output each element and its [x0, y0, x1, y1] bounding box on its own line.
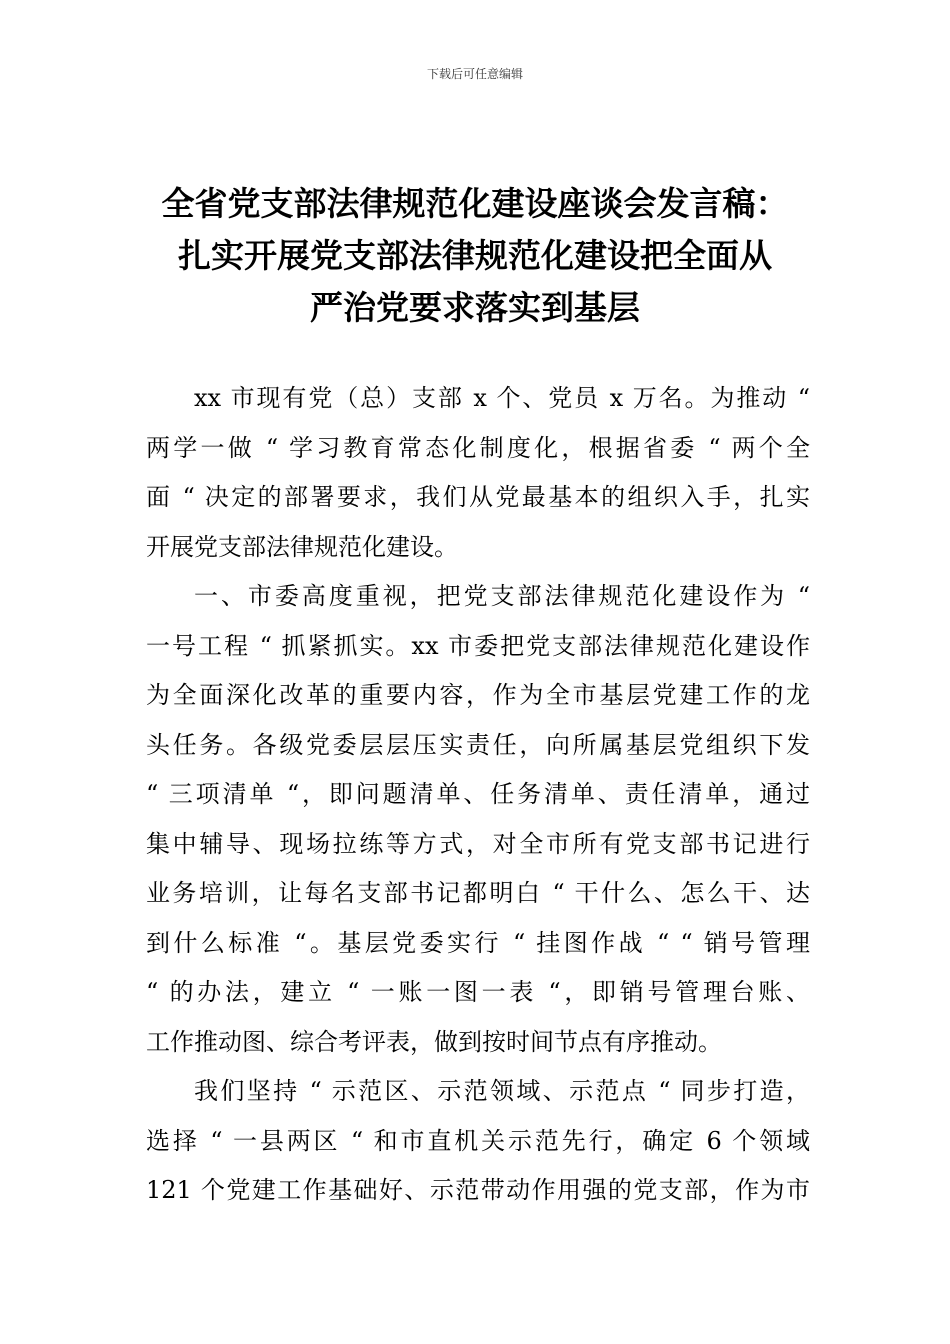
- text-line: 我们坚持 “ 示范区、示范领域、示范点 “ 同步打造，: [194, 1077, 810, 1105]
- text-line: 121 个党建工作基础好、示范带动作用强的党支部，作为市: [146, 1176, 810, 1204]
- text-line: 集中辅导、现场拉练等方式，对全市所有党支部书记进行: [146, 829, 810, 858]
- text-line: 两学一做 “ 学习教育常态化制度化，根据省委 “ 两个全: [146, 433, 810, 462]
- paragraph-section-one: [146, 572, 810, 1067]
- text-line: 一、市委高度重视，把党支部法律规范化建设作为 “: [194, 582, 810, 610]
- title-line: 扎实开展党支部法律规范化建设把全面从: [178, 236, 772, 275]
- document-body: [146, 374, 810, 1216]
- document-title: [140, 178, 810, 334]
- text-line: 头任务。各级党委层层压实责任，向所属基层党组织下发: [146, 730, 810, 759]
- text-line: 选择 “ 一县两区 “ 和市直机关示范先行，确定 6 个领域: [146, 1126, 810, 1155]
- text-line: “ 的办法，建立 “ 一账一图一表 “，即销号管理台账、: [146, 978, 810, 1006]
- paragraph-intro: [146, 374, 810, 572]
- title-line: 全省党支部法律规范化建设座谈会发言稿：: [161, 184, 789, 223]
- text-line: 开展党支部法律规范化建设。: [146, 532, 458, 561]
- text-line: 为全面深化改革的重要内容，作为全市基层党建工作的龙: [146, 681, 810, 709]
- text-line: 到什么标准 “。基层党委实行 “ 挂图作战 “ “ 销号管理: [146, 928, 810, 957]
- text-line: 面 “ 决定的部署要求，我们从党最基本的组织入手，扎实: [146, 483, 810, 511]
- text-line: 一号工程 “ 抓紧抓实。xx 市委把党支部法律规范化建设作: [146, 631, 810, 660]
- text-line: “ 三项清单 “，即问题清单、任务清单、责任清单，通过: [146, 780, 810, 808]
- title-line: 严治党要求落实到基层: [310, 288, 640, 327]
- text-line: xx 市现有党（总）支部 x 个、党员 x 万名。为推动 “: [194, 384, 810, 412]
- paragraph-demonstration: [146, 1067, 810, 1216]
- header-note: 下载后可任意编辑: [426, 67, 523, 81]
- text-line: 业务培训，让每名支部书记都明白 “ 干什么、怎么干、达: [146, 879, 810, 907]
- text-line: 工作推动图、综合考评表，做到按时间节点有序推动。: [146, 1027, 722, 1056]
